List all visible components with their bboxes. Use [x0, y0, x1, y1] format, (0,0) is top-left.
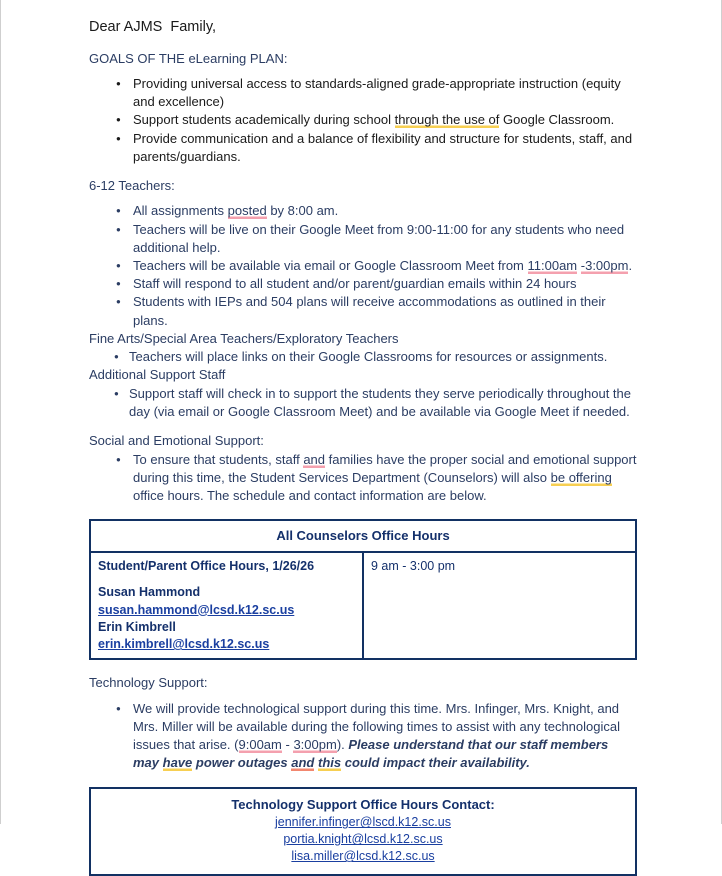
list-item [129, 385, 637, 421]
counselor-email-link[interactable]: susan.hammond@lcsd.k12.sc.us [98, 602, 295, 617]
text-run: To ensure that students, staff [133, 451, 304, 467]
section-heading-technology-support: Technology Support: [89, 675, 208, 691]
text-run: Google Classroom. [499, 112, 615, 128]
office-hours-label: Student/Parent Office Hours, 1/26/26 [98, 559, 315, 574]
text-run: Support staff will check in to support the students they serve periodically throughout the day (via email or Google Classroom Meet) and be available via Google Meet if needed. [129, 385, 631, 419]
highlighted-text: and [291, 755, 315, 771]
text-run: families have the proper social and emotional support during this time, the Student Services Department (Counselors) will also [133, 451, 637, 485]
text-run: We will provide technological support during this time. Mrs. Infinger, Mrs. Knight, and Mrs. Miller will be available during the following times to assist with any technological issues that arise. ( [133, 700, 620, 753]
list-item [133, 221, 637, 257]
section-heading-social-emotional-support: Social and Emotional Support: [89, 433, 264, 449]
counselors-table-cell-hours: 9 am - 3:00 pm [363, 552, 636, 659]
counselor-contact-list [98, 584, 355, 653]
list-item [133, 700, 637, 773]
list-item [133, 111, 637, 129]
salutation: Dear AJMS Family, [89, 19, 217, 35]
section-heading-fine-arts: Fine Arts/Special Area Teachers/Exploratory Teachers [89, 330, 399, 346]
text-run: Teachers will be live on their Google Meet from 9:00-11:00 for any students who need additional help. [133, 221, 625, 255]
highlighted-text: Please understand that our staff members may [133, 737, 609, 771]
text-run: Teachers will place links on their Google Classrooms for resources or assignments. [129, 349, 608, 365]
counselor-name: Erin Kimbrell [98, 619, 176, 634]
text-run: All assignments [133, 203, 228, 219]
technology-support-contact-table [89, 787, 637, 876]
technology-contact-email-link[interactable]: jennifer.infinger@lscd.k12.sc.us [275, 815, 451, 830]
technology-contact-cell [90, 788, 636, 875]
technology-contact-email-link[interactable]: portia.knight@lcsd.k12.sc.us [283, 832, 443, 847]
text-run: - [281, 737, 294, 753]
counselors-table-header: All Counselors Office Hours [90, 520, 636, 552]
highlighted-text: 9:00am [238, 737, 282, 753]
highlighted-text: this [318, 755, 342, 771]
counselors-office-hours-table [89, 519, 637, 660]
text-run: Provide communication and a balance of flexibility and structure for students, staff, and parents/guardians. [133, 130, 633, 164]
highlighted-text: 11:00am [527, 257, 578, 273]
counselor-name: Susan Hammond [98, 585, 201, 600]
bullet-list-technology-support [89, 700, 637, 773]
table-header-row [90, 520, 636, 552]
table-row [90, 552, 636, 659]
list-item [133, 451, 637, 506]
highlighted-text: and [303, 451, 326, 467]
section-heading-goals: GOALS OF THE eLearning PLAN: [89, 50, 288, 66]
bullet-list-fine-arts [89, 348, 637, 366]
list-item [133, 202, 637, 220]
document-content [89, 18, 637, 876]
text-run: Teachers will be available via email or Google Classroom Meet from [133, 257, 528, 273]
counselors-table-cell-left [90, 552, 363, 659]
text-run: . [628, 257, 633, 273]
highlighted-text: have [162, 755, 193, 771]
text-run: Students with IEPs and 504 plans will receive accommodations as outlined in their plans. [133, 294, 606, 328]
highlighted-text: through the use of [394, 112, 500, 128]
text-run: by 8:00 am. [266, 203, 339, 219]
list-item [133, 75, 637, 111]
highlighted-text: 3:00pm [293, 737, 337, 753]
highlighted-text: be offering [550, 469, 612, 485]
bullet-list-goals [89, 75, 637, 166]
list-item [133, 293, 637, 329]
table-row [90, 788, 636, 875]
highlighted-text: -3:00pm [580, 257, 629, 273]
section-heading-additional-support-staff: Additional Support Staff [89, 367, 226, 383]
text-run: Providing universal access to standards-aligned grade-appropriate instruction (equity and excellence) [133, 76, 621, 110]
list-item [133, 257, 637, 275]
bullet-list-6-12-teachers [89, 202, 637, 329]
list-item [129, 348, 637, 366]
bullet-list-additional-support-staff [89, 385, 637, 421]
highlighted-text: could impact their availability. [341, 755, 530, 771]
technology-contact-email-link[interactable]: lisa.miller@lcsd.k12.sc.us [291, 849, 435, 864]
highlighted-text: power outages [192, 755, 292, 771]
bullet-list-social-emotional-support [89, 451, 637, 506]
technology-contact-title: Technology Support Office Hours Contact: [231, 796, 495, 812]
text-run: ). [336, 737, 349, 753]
text-run: office hours. The schedule and contact information are below. [133, 488, 487, 504]
text-run: Support students academically during school [133, 112, 395, 128]
highlighted-text: posted [227, 203, 267, 219]
section-heading-6-12-teachers: 6-12 Teachers: [89, 177, 175, 193]
text-run: Staff will respond to all student and/or parent/guardian emails within 24 hours [133, 276, 577, 292]
list-item [133, 275, 637, 293]
list-item [133, 130, 637, 166]
counselor-email-link[interactable]: erin.kimbrell@lcsd.k12.sc.us [98, 637, 270, 652]
technology-contact-email-list [98, 814, 628, 865]
